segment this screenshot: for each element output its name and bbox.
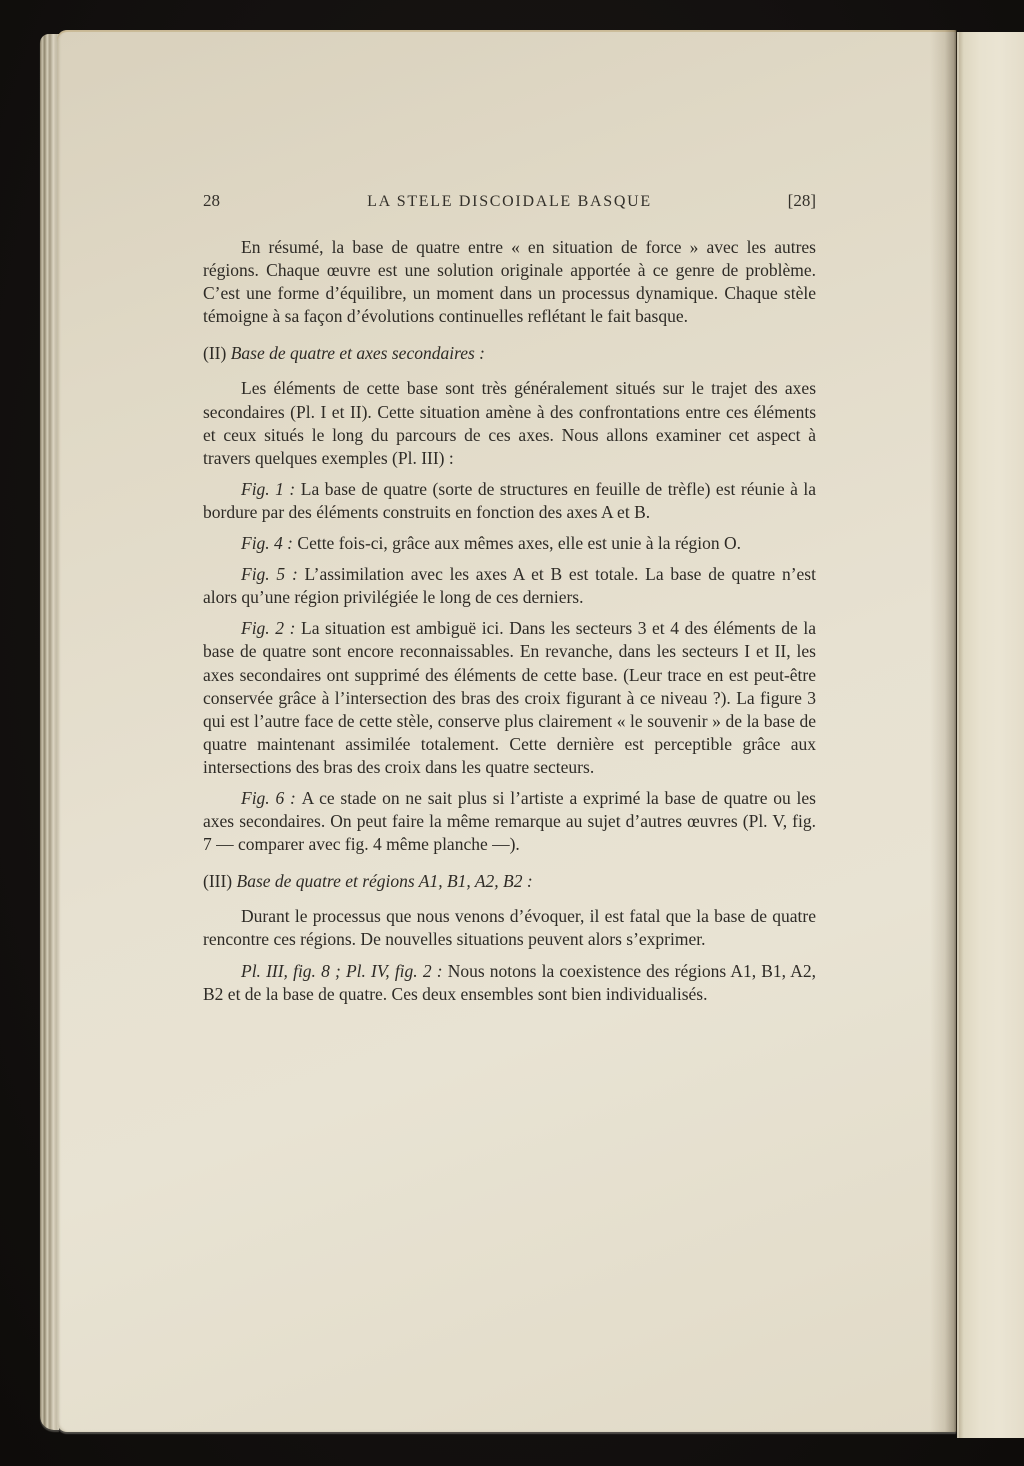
paragraph xyxy=(203,960,816,1006)
italic-text-run: Fig. 1 : xyxy=(241,478,301,499)
italic-text-run: Fig. 4 : xyxy=(241,533,298,554)
paragraph xyxy=(203,787,816,856)
book-gutter-shadow xyxy=(930,30,957,1432)
text-run: Cette fois-ci, grâce aux mêmes axes, elle est unie à la région O. xyxy=(297,533,742,554)
paragraph xyxy=(203,478,816,524)
page-number: 28 xyxy=(203,191,220,210)
italic-text-run: Pl. III, fig. 8 ; Pl. IV, fig. 2 : xyxy=(241,960,448,981)
section-heading xyxy=(203,342,816,365)
text-run: En résumé, la base de quatre entre « en situation de force » avec les autres régions. Chaque œuvre est une solution originale apportée à ce genre de problème. C’est une forme d’équilibre, un moment dans un processus dynamique. Chaque stèle témoigne à sa façon d’évolutions continuelles reflétant le fait basque. xyxy=(203,237,816,327)
text-run: (III) xyxy=(203,871,237,892)
paragraph xyxy=(203,532,816,555)
paragraph xyxy=(203,617,816,779)
italic-text-run: Fig. 6 : xyxy=(241,787,302,808)
text-run: La base de quatre (sorte de structures en feuille de trèfle) est réunie à la bordure par des éléments construits en fonction des axes A et B. xyxy=(203,478,816,522)
paragraph xyxy=(203,377,816,469)
italic-text-run: Base de quatre et axes secondaires : xyxy=(230,343,486,364)
text-run: Nous notons la coexistence des régions A1, B1, A2, B2 et de la base de quatre. Ces deux ensembles sont bien individualisés. xyxy=(203,960,817,1004)
text-run: (II) xyxy=(203,343,231,364)
column-reference: [28] xyxy=(787,191,816,210)
text-run: Durant le processus que nous venons d’évoquer, il est fatal que la base de quatre rencontre ces régions. De nouvelles situations peuvent alors s’exprimer. xyxy=(203,906,816,950)
text-run: L’assimilation avec les axes A et B est totale. La base de quatre n’est alors qu’une région privilégiée le long de ces derniers. xyxy=(203,564,816,608)
paragraph xyxy=(203,236,816,328)
page-body xyxy=(203,236,816,1014)
paragraph xyxy=(203,563,816,609)
italic-text-run: Fig. 5 : xyxy=(241,564,305,585)
running-title: LA STELE DISCOIDALE BASQUE xyxy=(367,193,652,210)
italic-text-run: Fig. 2 : xyxy=(241,618,301,639)
paragraph xyxy=(203,905,816,951)
text-run: Les éléments de cette base sont très généralement situés sur le trajet des axes secondaires (Pl. I et II). Cette situation amène à des confrontations entre ces éléments et ceux situés le long du parcours de ces axes. Nous allons examiner cet aspect à travers quelques exemples (Pl. III) : xyxy=(203,378,816,468)
facing-page-edge xyxy=(957,32,1024,1438)
book-page xyxy=(57,30,956,1432)
page-header xyxy=(203,191,816,211)
section-heading xyxy=(203,870,816,893)
text-run: A ce stade on ne sait plus si l’artiste a exprimé la base de quatre ou les axes secondaires. On peut faire la même remarque au sujet d’autres œuvres (Pl. V, fig. 7 — comparer avec fig. 4 même planche —). xyxy=(203,787,816,855)
italic-text-run: Base de quatre et régions A1, B1, A2, B2 : xyxy=(236,871,533,892)
text-run: La situation est ambiguë ici. Dans les secteurs 3 et 4 des éléments de la base de quatre sont encore reconnaissables. En revanche, dans les secteurs I et II, les axes secondaires ont supprimé des éléments de cette base. (Leur trace en est peut-être conservée grâce à l’intersection des bras des croix figurant à ce niveau ?). La figure 3 qui est l’autre face de cette stèle, conserve plus clairement « le souvenir » de la base de quatre maintenant assimilée totalement. Cette dernière est perceptible grâce aux intersections des bras des croix dans les quatre secteurs. xyxy=(203,618,816,777)
